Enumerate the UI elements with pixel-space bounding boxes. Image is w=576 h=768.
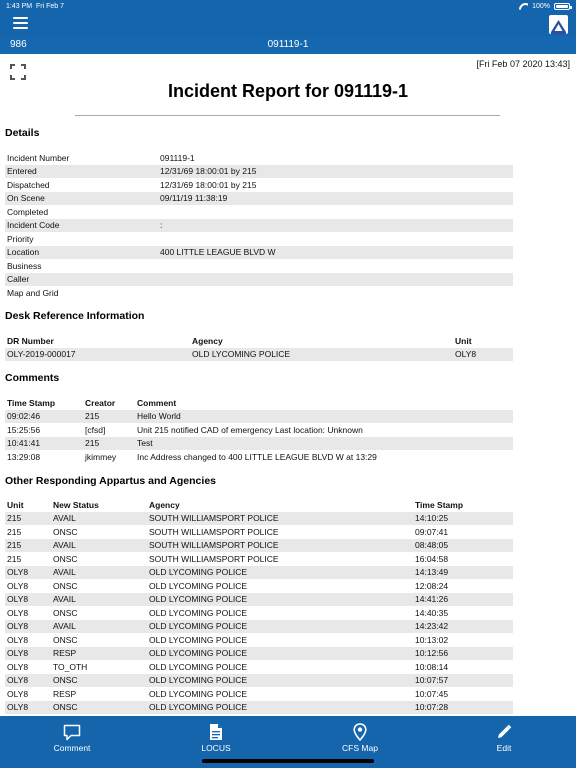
table-cell: OLY8 <box>5 647 51 661</box>
table-cell: OLY8 <box>7 580 29 591</box>
table-cell: OLD LYCOMING POLICE <box>149 661 248 672</box>
table-cell: Test <box>135 437 513 451</box>
tab-comment[interactable] <box>0 716 144 768</box>
table-cell: 215 <box>83 437 135 451</box>
table-row <box>5 232 513 246</box>
table-cell: OLD LYCOMING POLICE <box>149 688 248 699</box>
table-cell: AVAIL <box>51 539 147 553</box>
table-cell: 215 <box>5 512 51 526</box>
table-cell: 10:07:45 <box>415 688 449 699</box>
map-pin-icon <box>353 723 367 741</box>
details-table <box>5 151 513 300</box>
table-row <box>5 450 513 464</box>
table-row <box>5 525 513 539</box>
document-icon <box>209 723 223 741</box>
speech-bubble-icon <box>63 723 81 741</box>
table-cell: 215 <box>7 526 22 537</box>
table-cell: OLY8 <box>7 688 29 699</box>
column-header: Time Stamp <box>415 499 464 510</box>
table-cell: On Scene <box>5 192 158 206</box>
table-cell: 10:07:28 <box>413 701 513 715</box>
table-cell: OLD LYCOMING POLICE <box>147 674 413 688</box>
table-cell <box>158 273 513 287</box>
table-cell: OLD LYCOMING POLICE <box>149 634 248 645</box>
table-cell: 08:48:05 <box>413 539 513 553</box>
report-content[interactable] <box>0 54 576 716</box>
status-time-date <box>6 3 64 10</box>
table-cell: ONSC <box>53 526 78 537</box>
table-cell: 10:41:41 <box>5 437 83 451</box>
table-cell: [cfsd] <box>85 424 106 435</box>
battery-level <box>556 5 568 8</box>
table-cell: 14:40:35 <box>415 607 449 618</box>
table-cell: ONSC <box>51 674 147 688</box>
table-cell: Map and Grid <box>7 287 59 298</box>
table-row <box>5 273 513 287</box>
report-timestamp: [Fri Feb 07 2020 13:43] <box>476 59 570 69</box>
table-cell: Priority <box>7 233 34 244</box>
table-row <box>5 512 513 526</box>
table-cell: Completed <box>7 206 49 217</box>
table-cell: SOUTH WILLIAMSPORT POLICE <box>149 553 279 564</box>
table-cell: 12/31/69 18:00:01 by 215 <box>160 179 257 190</box>
table-cell: ONSC <box>53 553 78 564</box>
column-header: Agency <box>149 499 180 510</box>
column-header: Unit <box>7 499 24 510</box>
table-cell: 09:07:41 <box>415 526 449 537</box>
table-row <box>5 687 513 701</box>
comments-heading: Comments <box>5 372 60 384</box>
comments-table <box>5 396 513 464</box>
table-cell: OLY8 <box>5 701 51 715</box>
table-cell: RESP <box>53 688 77 699</box>
table-cell: OLY8 <box>5 593 51 607</box>
battery-percent: 100% <box>532 2 550 10</box>
title-divider <box>75 115 500 116</box>
table-cell: 14:13:49 <box>413 566 513 580</box>
table-cell: ONSC <box>53 634 78 645</box>
column-header: Time Stamp <box>7 397 56 408</box>
table-row <box>5 606 513 620</box>
table-cell: 16:04:58 <box>415 553 449 564</box>
title-bar <box>0 36 576 54</box>
column-header: Unit <box>455 335 472 346</box>
table-cell: SOUTH WILLIAMSPORT POLICE <box>149 526 279 537</box>
table-cell: OLY-2019-000017 <box>5 348 190 362</box>
nav-bar <box>0 12 576 36</box>
table-cell: 12/31/69 18:00:01 by 215 <box>158 165 513 179</box>
table-cell: 400 LITTLE LEAGUE BLVD W <box>158 246 513 260</box>
table-cell: 10:08:14 <box>415 661 449 672</box>
table-cell: AVAIL <box>51 620 147 634</box>
table-cell: 15:25:56 <box>7 424 41 435</box>
table-cell <box>158 286 513 300</box>
report-title: Incident Report for 091119-1 <box>167 81 409 101</box>
logo-icon <box>550 19 567 34</box>
table-cell: OLY8 <box>5 674 51 688</box>
home-indicator <box>202 759 374 763</box>
table-cell: Incident Number <box>7 152 70 163</box>
status-bar <box>0 0 576 12</box>
table-cell: 09/11/19 11:38:19 <box>158 192 513 206</box>
table-cell: 13:29:08 <box>7 451 41 462</box>
table-cell: Location <box>5 246 158 260</box>
table-cell: OLD LYCOMING POLICE <box>147 701 413 715</box>
table-cell <box>158 232 513 246</box>
table-cell: OLD LYCOMING POLICE <box>147 593 413 607</box>
expand-icon[interactable] <box>10 64 26 80</box>
column-header: DR Number <box>7 335 54 346</box>
table-row <box>5 437 513 451</box>
table-row <box>5 674 513 688</box>
tab-locus-label: LOCUS <box>201 743 231 753</box>
table-cell: ONSC <box>53 607 78 618</box>
table-row <box>5 246 513 260</box>
table-row <box>5 219 513 233</box>
status-indicators <box>519 3 570 10</box>
table-cell: 14:10:25 <box>413 512 513 526</box>
column-header: Creator <box>85 397 116 408</box>
table-row <box>5 348 513 362</box>
table-cell: OLY8 <box>5 566 51 580</box>
table-cell: Dispatched <box>7 179 50 190</box>
table-row <box>5 620 513 634</box>
column-header: New Status <box>53 499 99 510</box>
table-cell: TO_OTH <box>53 661 88 672</box>
table-cell: AVAIL <box>51 593 147 607</box>
table-cell: Unit 215 notified CAD of emergency Last location: Unknown <box>137 424 363 435</box>
table-cell: OLD LYCOMING POLICE <box>190 348 453 362</box>
table-row <box>5 165 513 179</box>
tab-comment-label: Comment <box>53 743 91 753</box>
table-cell: SOUTH WILLIAMSPORT POLICE <box>147 512 413 526</box>
wifi-icon <box>519 3 528 10</box>
table-cell: AVAIL <box>51 566 147 580</box>
table-cell: 10:07:57 <box>413 674 513 688</box>
table-row <box>5 633 513 647</box>
table-cell: OLD LYCOMING POLICE <box>147 647 413 661</box>
table-cell: 215 <box>7 553 22 564</box>
desk-reference-table <box>5 334 513 361</box>
table-row <box>5 151 513 165</box>
table-cell: 12:08:24 <box>415 580 449 591</box>
table-cell: Hello World <box>135 410 513 424</box>
agency-logo <box>549 15 568 34</box>
table-row <box>5 701 513 715</box>
table-cell <box>158 205 513 219</box>
tab-edit-label: Edit <box>496 743 512 753</box>
tab-edit[interactable] <box>432 716 576 768</box>
table-cell: OLD LYCOMING POLICE <box>147 620 413 634</box>
table-row <box>5 593 513 607</box>
table-row <box>5 410 513 424</box>
battery-icon <box>554 3 570 10</box>
table-cell: Caller <box>5 273 158 287</box>
table-cell: OLD LYCOMING POLICE <box>147 566 413 580</box>
table-cell: OLD LYCOMING POLICE <box>149 580 248 591</box>
table-cell: Incident Code <box>5 219 158 233</box>
table-cell: OLY8 <box>7 607 29 618</box>
table-cell: jkimmey <box>85 451 117 462</box>
table-row <box>5 660 513 674</box>
table-row <box>5 192 513 206</box>
unit-number: 986 <box>10 39 27 50</box>
table-cell: Inc Address changed to 400 LITTLE LEAGUE BLVD W at 13:29 <box>137 451 377 462</box>
table-cell: Business <box>7 260 42 271</box>
table-cell: : <box>158 219 513 233</box>
table-row <box>5 539 513 553</box>
column-header: Agency <box>192 335 223 346</box>
table-cell: 14:41:26 <box>413 593 513 607</box>
tab-cfs-map-label: CFS Map <box>342 743 378 753</box>
pencil-icon <box>496 723 512 741</box>
other-responding-table <box>5 498 513 714</box>
table-row <box>5 259 513 273</box>
details-heading: Details <box>5 127 40 139</box>
table-cell: 09:02:46 <box>5 410 83 424</box>
table-cell: Entered <box>5 165 158 179</box>
table-cell: RESP <box>51 647 147 661</box>
other-responding-heading: Other Responding Appartus and Agencies <box>5 475 216 487</box>
table-cell: ONSC <box>51 701 147 715</box>
table-cell: OLY8 <box>453 348 513 362</box>
table-cell <box>158 259 513 273</box>
table-cell: OLY8 <box>5 620 51 634</box>
table-row <box>5 423 513 437</box>
table-cell: 10:12:56 <box>413 647 513 661</box>
table-cell: 10:13:02 <box>415 634 449 645</box>
status-date: Fri Feb 7 <box>35 2 64 10</box>
table-cell: OLY8 <box>7 661 29 672</box>
status-time: 1:43 PM <box>6 2 33 10</box>
table-row <box>5 579 513 593</box>
column-header: Comment <box>137 397 177 408</box>
table-row <box>5 566 513 580</box>
table-cell: 215 <box>83 410 135 424</box>
menu-icon[interactable] <box>13 17 28 29</box>
table-row <box>5 552 513 566</box>
desk-reference-heading: Desk Reference Information <box>5 310 145 322</box>
table-row <box>5 205 513 219</box>
table-cell: ONSC <box>53 580 78 591</box>
incident-id-title: 091119-1 <box>267 39 309 50</box>
table-cell: OLY8 <box>7 634 29 645</box>
table-row <box>5 286 513 300</box>
table-cell: 215 <box>5 539 51 553</box>
table-cell: OLD LYCOMING POLICE <box>149 607 248 618</box>
table-cell: 091119-1 <box>160 152 195 163</box>
table-row <box>5 178 513 192</box>
table-row <box>5 647 513 661</box>
table-cell: SOUTH WILLIAMSPORT POLICE <box>147 539 413 553</box>
table-cell: 14:23:42 <box>413 620 513 634</box>
table-cell: AVAIL <box>51 512 147 526</box>
